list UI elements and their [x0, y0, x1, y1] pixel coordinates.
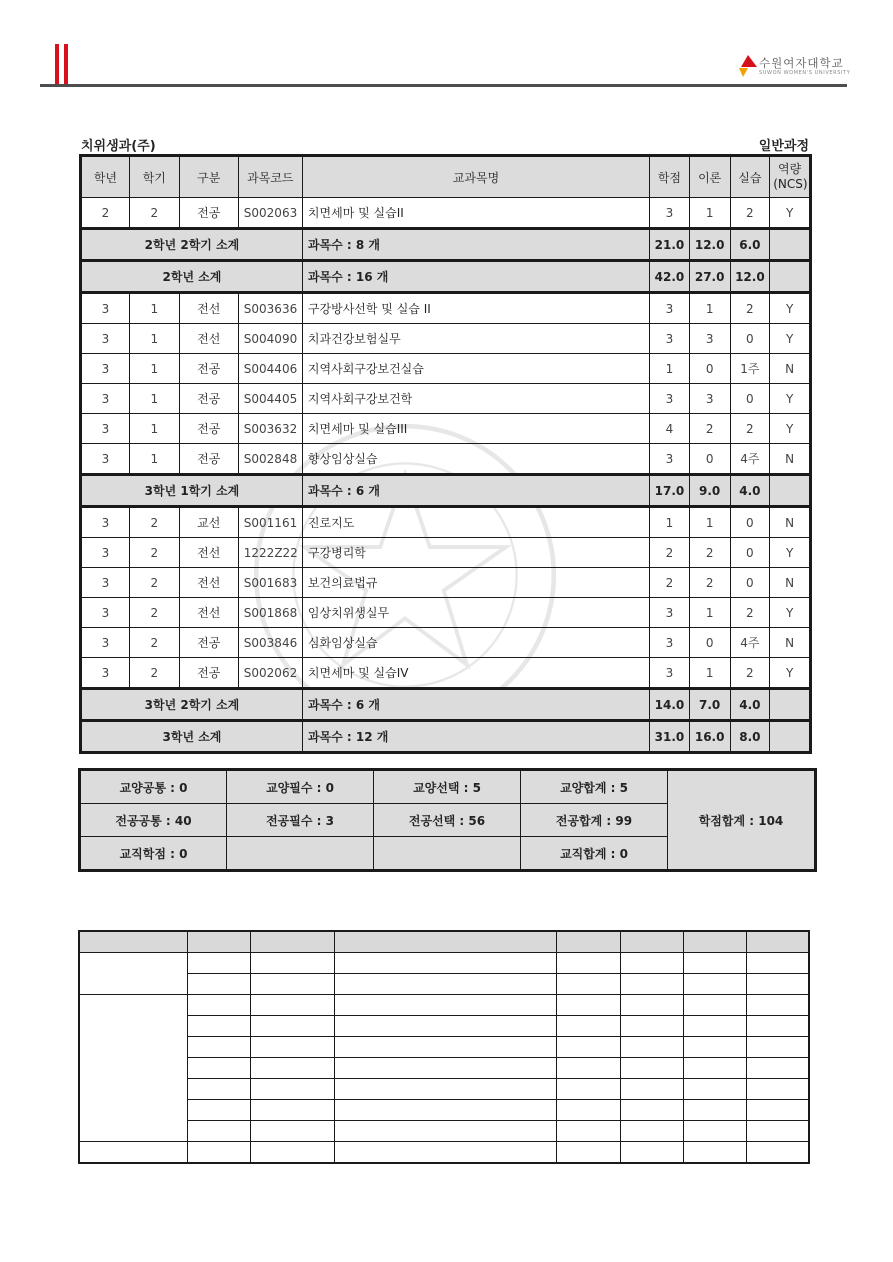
course-name-cell: 향상임상실습 — [302, 444, 649, 475]
col-code-header: 과목코드 — [238, 156, 302, 198]
course-type: 일반과정 — [758, 139, 809, 154]
empty-cell — [684, 974, 747, 995]
credit-cell: 2 — [650, 568, 690, 598]
credit-cell: 1 — [650, 507, 690, 538]
summary-cell: 교양합계 : 5 — [521, 770, 668, 804]
year-cell: 2 — [81, 198, 130, 229]
empty-cell — [556, 1121, 620, 1142]
course-row — [81, 538, 811, 568]
university-logo — [737, 52, 851, 82]
credit-cell: 3 — [650, 324, 690, 354]
summary-cell: 전공공통 : 40 — [80, 804, 227, 837]
empty-cell — [556, 995, 620, 1016]
theory-cell: 1 — [689, 658, 730, 689]
course-row — [81, 444, 811, 475]
subtotal-practice: 8.0 — [730, 721, 770, 753]
summary-cell — [227, 837, 374, 871]
department-title: 치위생과(주) — [81, 139, 156, 154]
year-cell: 3 — [81, 293, 130, 324]
empty-cell — [335, 1058, 557, 1079]
empty-cell — [556, 1058, 620, 1079]
practice-cell: 1주 — [730, 354, 770, 384]
empty-cell — [620, 953, 683, 974]
subtotal-ncs — [770, 261, 811, 293]
empty-cell — [747, 1058, 809, 1079]
empty-grid-row — [79, 1142, 809, 1164]
empty-grid-row — [79, 953, 809, 974]
col-category-header: 구분 — [179, 156, 238, 198]
empty-grid-row — [79, 1079, 809, 1100]
subtotal-row — [81, 721, 811, 753]
course-name-cell: 치과건강보험실무 — [302, 324, 649, 354]
subtotal-ncs — [770, 721, 811, 753]
empty-cell — [684, 1100, 747, 1121]
year-cell: 3 — [81, 384, 130, 414]
empty-cell — [187, 1058, 250, 1079]
logo-korean-name: 수원여자대학교 — [759, 56, 844, 70]
total-credits: 학점합계 : 104 — [668, 770, 816, 871]
empty-cell — [620, 1016, 683, 1037]
credit-summary-table — [78, 768, 817, 872]
ncs-cell: Y — [770, 384, 811, 414]
empty-cell — [556, 931, 620, 953]
empty-cell — [187, 974, 250, 995]
empty-cell — [187, 1016, 250, 1037]
theory-cell: 0 — [689, 444, 730, 475]
empty-cell — [747, 953, 809, 974]
category-cell: 전공 — [179, 384, 238, 414]
logo-english-name: SUWON WOMEN'S UNIVERSITY — [759, 70, 851, 76]
subtotal-credit: 21.0 — [650, 229, 690, 261]
course-name-cell: 지역사회구강보건학 — [302, 384, 649, 414]
col-name-header: 교과목명 — [302, 156, 649, 198]
empty-cell — [335, 995, 557, 1016]
summary-cell — [374, 837, 521, 871]
course-code-cell: S002848 — [238, 444, 302, 475]
empty-cell — [620, 1142, 683, 1164]
credit-cell: 3 — [650, 293, 690, 324]
subtotal-row — [81, 475, 811, 507]
empty-cell — [250, 1058, 334, 1079]
semester-cell: 2 — [129, 507, 179, 538]
empty-cell — [335, 1079, 557, 1100]
summary-cell: 전공선택 : 56 — [374, 804, 521, 837]
subtotal-label: 3학년 1학기 소계 — [81, 475, 303, 507]
semester-cell: 2 — [129, 198, 179, 229]
category-cell: 전공 — [179, 354, 238, 384]
col-credit-header: 학점 — [650, 156, 690, 198]
subtotal-course-count: 과목수 : 16 개 — [302, 261, 649, 293]
subtotal-ncs — [770, 689, 811, 721]
empty-cell — [187, 1121, 250, 1142]
theory-cell: 2 — [689, 538, 730, 568]
empty-cell — [620, 1100, 683, 1121]
course-code-cell: S004406 — [238, 354, 302, 384]
empty-cell — [250, 931, 334, 953]
credit-cell: 3 — [650, 598, 690, 628]
subtotal-course-count: 과목수 : 6 개 — [302, 689, 649, 721]
empty-cell — [250, 1121, 334, 1142]
theory-cell: 1 — [689, 198, 730, 229]
empty-cell — [187, 1142, 250, 1164]
empty-cell — [335, 1142, 557, 1164]
empty-cell — [250, 953, 334, 974]
subtotal-label: 2학년 소계 — [81, 261, 303, 293]
year-cell: 3 — [81, 628, 130, 658]
practice-cell: 4주 — [730, 444, 770, 475]
subtotal-row — [81, 229, 811, 261]
empty-cell — [250, 1100, 334, 1121]
ncs-cell: N — [770, 628, 811, 658]
empty-cell — [684, 1016, 747, 1037]
theory-cell: 3 — [689, 324, 730, 354]
category-cell: 전공 — [179, 198, 238, 229]
practice-cell: 0 — [730, 324, 770, 354]
practice-cell: 4주 — [730, 628, 770, 658]
subtotal-practice: 12.0 — [730, 261, 770, 293]
subtotal-credit: 31.0 — [650, 721, 690, 753]
empty-cell — [556, 1079, 620, 1100]
empty-cell — [556, 974, 620, 995]
col-ncs-header: 역량(NCS) — [770, 156, 811, 198]
empty-cell — [620, 1079, 683, 1100]
course-row — [81, 354, 811, 384]
empty-cell — [250, 995, 334, 1016]
empty-grid-row — [79, 1016, 809, 1037]
empty-cell — [556, 953, 620, 974]
category-cell: 전선 — [179, 568, 238, 598]
empty-grid-table — [78, 930, 810, 1164]
col-theory-header: 이론 — [689, 156, 730, 198]
semester-cell: 1 — [129, 354, 179, 384]
table-header-row — [81, 156, 811, 198]
practice-cell: 2 — [730, 658, 770, 689]
empty-cell — [747, 1037, 809, 1058]
empty-cell — [684, 953, 747, 974]
category-cell: 전선 — [179, 598, 238, 628]
empty-cell — [335, 1121, 557, 1142]
category-cell: 전공 — [179, 628, 238, 658]
year-cell: 3 — [81, 598, 130, 628]
university-emblem-icon — [737, 54, 759, 78]
semester-cell: 2 — [129, 628, 179, 658]
empty-cell — [747, 1121, 809, 1142]
credit-cell: 3 — [650, 628, 690, 658]
course-name-cell: 지역사회구강보건실습 — [302, 354, 649, 384]
ncs-cell: N — [770, 444, 811, 475]
empty-cell — [620, 931, 683, 953]
subtotal-theory: 16.0 — [689, 721, 730, 753]
credit-cell: 2 — [650, 538, 690, 568]
empty-cell — [335, 931, 557, 953]
semester-cell: 2 — [129, 568, 179, 598]
empty-grid-row — [79, 1037, 809, 1058]
empty-cell — [335, 1016, 557, 1037]
course-code-cell: S002062 — [238, 658, 302, 689]
empty-cell — [335, 953, 557, 974]
empty-cell — [620, 974, 683, 995]
header-red-bar — [55, 44, 59, 84]
subtotal-theory: 12.0 — [689, 229, 730, 261]
empty-cell — [187, 953, 250, 974]
subtotal-credit: 42.0 — [650, 261, 690, 293]
empty-cell — [684, 1058, 747, 1079]
practice-cell: 0 — [730, 538, 770, 568]
course-row — [81, 198, 811, 229]
theory-cell: 1 — [689, 293, 730, 324]
empty-grid-row — [79, 1058, 809, 1079]
course-code-cell: S004405 — [238, 384, 302, 414]
empty-cell — [747, 974, 809, 995]
semester-cell: 2 — [129, 538, 179, 568]
category-cell: 전공 — [179, 444, 238, 475]
empty-cell — [684, 995, 747, 1016]
subtotal-ncs — [770, 475, 811, 507]
theory-cell: 3 — [689, 384, 730, 414]
subtotal-credit: 14.0 — [650, 689, 690, 721]
col-year-header: 학년 — [81, 156, 130, 198]
credit-cell: 3 — [650, 384, 690, 414]
course-code-cell: S003632 — [238, 414, 302, 444]
semester-cell: 2 — [129, 658, 179, 689]
subtotal-label: 2학년 2학기 소계 — [81, 229, 303, 261]
subtotal-theory: 7.0 — [689, 689, 730, 721]
subtotal-theory: 9.0 — [689, 475, 730, 507]
empty-cell — [747, 995, 809, 1016]
course-row — [81, 658, 811, 689]
practice-cell: 0 — [730, 507, 770, 538]
header-rule — [40, 84, 847, 87]
empty-cell — [187, 931, 250, 953]
summary-cell: 교양필수 : 0 — [227, 770, 374, 804]
course-code-cell: S001683 — [238, 568, 302, 598]
year-cell: 3 — [81, 538, 130, 568]
category-cell: 전선 — [179, 538, 238, 568]
empty-cell — [747, 1016, 809, 1037]
course-name-cell: 임상치위생실무 — [302, 598, 649, 628]
course-row — [81, 507, 811, 538]
ncs-cell: Y — [770, 198, 811, 229]
course-row — [81, 414, 811, 444]
col-practice-header: 실습 — [730, 156, 770, 198]
course-name-cell: 치면세마 및 실습III — [302, 414, 649, 444]
credit-cell: 3 — [650, 198, 690, 229]
subtotal-course-count: 과목수 : 8 개 — [302, 229, 649, 261]
empty-cell — [250, 974, 334, 995]
category-cell: 교선 — [179, 507, 238, 538]
col-semester-header: 학기 — [129, 156, 179, 198]
course-code-cell: 1222Z22 — [238, 538, 302, 568]
practice-cell: 0 — [730, 384, 770, 414]
practice-cell: 2 — [730, 293, 770, 324]
empty-cell — [335, 974, 557, 995]
empty-grid-row — [79, 1121, 809, 1142]
ncs-cell: Y — [770, 293, 811, 324]
empty-cell — [187, 995, 250, 1016]
course-row — [81, 324, 811, 354]
subtotal-practice: 4.0 — [730, 689, 770, 721]
empty-cell — [187, 1100, 250, 1121]
empty-cell — [250, 1037, 334, 1058]
course-name-cell: 치면세마 및 실습IV — [302, 658, 649, 689]
empty-cell — [684, 931, 747, 953]
credit-cell: 4 — [650, 414, 690, 444]
curriculum-table — [79, 154, 812, 754]
year-cell: 3 — [81, 354, 130, 384]
theory-cell: 2 — [689, 568, 730, 598]
summary-cell: 교양공통 : 0 — [80, 770, 227, 804]
empty-cell — [79, 995, 187, 1142]
empty-cell — [250, 1142, 334, 1164]
theory-cell: 0 — [689, 354, 730, 384]
course-name-cell: 구강방사선학 및 실습 II — [302, 293, 649, 324]
semester-cell: 1 — [129, 293, 179, 324]
empty-cell — [250, 1016, 334, 1037]
semester-cell: 1 — [129, 324, 179, 354]
empty-grid-header-row — [79, 931, 809, 953]
semester-cell: 1 — [129, 414, 179, 444]
empty-grid-row — [79, 974, 809, 995]
empty-cell — [684, 1121, 747, 1142]
course-row — [81, 384, 811, 414]
subtotal-label: 3학년 소계 — [81, 721, 303, 753]
course-code-cell: S003846 — [238, 628, 302, 658]
practice-cell: 2 — [730, 198, 770, 229]
summary-cell: 교양선택 : 5 — [374, 770, 521, 804]
year-cell: 3 — [81, 658, 130, 689]
credit-cell: 3 — [650, 658, 690, 689]
subtotal-ncs — [770, 229, 811, 261]
header-red-bar — [64, 44, 68, 84]
summary-row — [80, 770, 816, 804]
summary-cell: 교직합계 : 0 — [521, 837, 668, 871]
empty-cell — [335, 1100, 557, 1121]
practice-cell: 0 — [730, 568, 770, 598]
ncs-cell: Y — [770, 414, 811, 444]
category-cell: 전공 — [179, 658, 238, 689]
course-name-cell: 심화임상실습 — [302, 628, 649, 658]
empty-cell — [556, 1016, 620, 1037]
ncs-cell: N — [770, 568, 811, 598]
category-cell: 전선 — [179, 324, 238, 354]
empty-cell — [556, 1142, 620, 1164]
empty-cell — [620, 1121, 683, 1142]
course-name-cell: 보건의료법규 — [302, 568, 649, 598]
theory-cell: 1 — [689, 598, 730, 628]
empty-cell — [747, 931, 809, 953]
credit-cell: 1 — [650, 354, 690, 384]
empty-cell — [187, 1079, 250, 1100]
course-row — [81, 628, 811, 658]
ncs-cell: Y — [770, 598, 811, 628]
course-row — [81, 293, 811, 324]
category-cell: 전공 — [179, 414, 238, 444]
subtotal-credit: 17.0 — [650, 475, 690, 507]
credit-cell: 3 — [650, 444, 690, 475]
semester-cell: 1 — [129, 444, 179, 475]
empty-cell — [684, 1079, 747, 1100]
course-row — [81, 598, 811, 628]
subtotal-practice: 6.0 — [730, 229, 770, 261]
year-cell: 3 — [81, 414, 130, 444]
ncs-cell: N — [770, 354, 811, 384]
empty-cell — [250, 1079, 334, 1100]
empty-cell — [684, 1142, 747, 1164]
theory-cell: 2 — [689, 414, 730, 444]
empty-cell — [556, 1037, 620, 1058]
empty-cell — [79, 1142, 187, 1164]
empty-cell — [79, 953, 187, 995]
empty-cell — [620, 1058, 683, 1079]
theory-cell: 1 — [689, 507, 730, 538]
ncs-cell: N — [770, 507, 811, 538]
empty-cell — [747, 1142, 809, 1164]
empty-cell — [79, 931, 187, 953]
course-name-cell: 치면세마 및 실습II — [302, 198, 649, 229]
ncs-cell: Y — [770, 658, 811, 689]
ncs-cell: Y — [770, 324, 811, 354]
empty-cell — [747, 1079, 809, 1100]
year-cell: 3 — [81, 507, 130, 538]
summary-cell: 전공필수 : 3 — [227, 804, 374, 837]
subtotal-course-count: 과목수 : 6 개 — [302, 475, 649, 507]
semester-cell: 1 — [129, 384, 179, 414]
empty-grid-row — [79, 1100, 809, 1121]
empty-cell — [556, 1100, 620, 1121]
semester-cell: 2 — [129, 598, 179, 628]
ncs-cell: Y — [770, 538, 811, 568]
year-cell: 3 — [81, 444, 130, 475]
course-name-cell: 진로지도 — [302, 507, 649, 538]
course-code-cell: S003636 — [238, 293, 302, 324]
year-cell: 3 — [81, 568, 130, 598]
category-cell: 전선 — [179, 293, 238, 324]
empty-cell — [187, 1037, 250, 1058]
summary-cell: 전공합계 : 99 — [521, 804, 668, 837]
empty-cell — [684, 1037, 747, 1058]
empty-cell — [747, 1100, 809, 1121]
summary-cell: 교직학점 : 0 — [80, 837, 227, 871]
theory-cell: 0 — [689, 628, 730, 658]
empty-grid-row — [79, 995, 809, 1016]
subtotal-course-count: 과목수 : 12 개 — [302, 721, 649, 753]
course-code-cell: S002063 — [238, 198, 302, 229]
course-code-cell: S004090 — [238, 324, 302, 354]
course-code-cell: S001868 — [238, 598, 302, 628]
empty-cell — [620, 995, 683, 1016]
course-name-cell: 구강병리학 — [302, 538, 649, 568]
practice-cell: 2 — [730, 414, 770, 444]
subtotal-row — [81, 689, 811, 721]
empty-cell — [620, 1037, 683, 1058]
year-cell: 3 — [81, 324, 130, 354]
empty-cell — [335, 1037, 557, 1058]
course-code-cell: S001161 — [238, 507, 302, 538]
subtotal-label: 3학년 2학기 소계 — [81, 689, 303, 721]
subtotal-practice: 4.0 — [730, 475, 770, 507]
course-row — [81, 568, 811, 598]
subtotal-row — [81, 261, 811, 293]
subtotal-theory: 27.0 — [689, 261, 730, 293]
practice-cell: 2 — [730, 598, 770, 628]
